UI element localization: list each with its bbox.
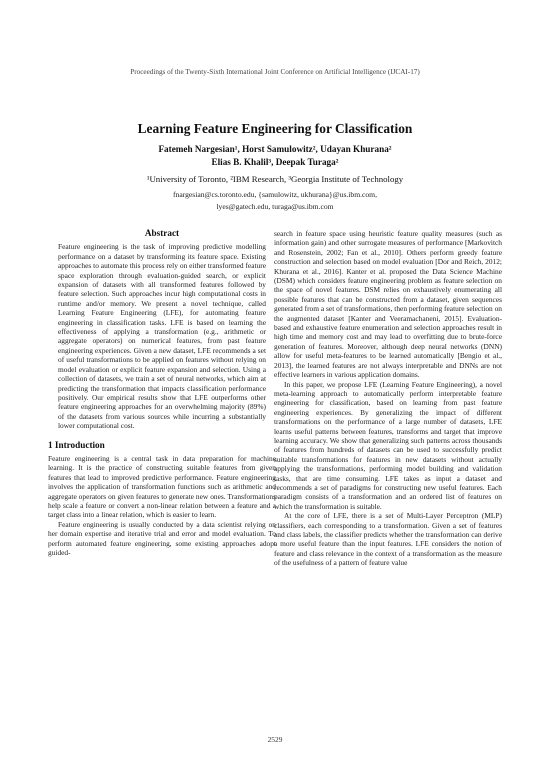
right-paragraph-3: At the core of LFE, there is a set of Multi-Layer Perceptron (MLP) classifiers, each corresponding to a transformation. Given a set of features and class labels, the classifier predicts whether the transformation can derive a more useful feature than the input features. LFE considers the notion of feature and class relevance in the context of a transformation as the measure of the usefulness of a pattern of feature value <box>274 511 502 568</box>
abstract-text: Feature engineering is the task of improving predictive modelling performance on a dataset by transforming its feature space. Existing approaches to automate this process rely on either transformed feature space exploration through evaluation-guided search, or explicit expansion of datasets with all transformed features followed by feature selection. Such approaches incur high computational costs in runtime and/or memory. We present a novel technique, called Learning Feature Engineering (LFE), for automating feature engineering in classification tasks. LFE is based on learning the effectiveness of applying a transformation (e.g., arithmetic or aggregate operators) on numerical features, from past feature engineering experiences. Given a new dataset, LFE recommends a set of useful transformations to be applied on features without relying on model evaluation or explicit feature expansion and selection. Using a collection of datasets, we train a set of neural networks, which aim at predicting the transformation that impacts classification performance positively. Our empirical results show that LFE outperforms other feature engineering approaches for an overwhelming majority (89%) of the datasets from various sources while incurring a substantially lower computational cost. <box>58 242 266 431</box>
right-paragraph-2: In this paper, we propose LFE (Learning Feature Engineering), a novel meta-learning approach to automatically perform interpretable feature engineering for classification, based on learning from past feature engineering experiences. By generalizing the impact of different transformations on the performance of a large number of datasets, LFE learns useful patterns between features, transforms and target that improve learning accuracy. We show that generalizing such patterns across thousands of features from hundreds of datasets can be used to successfully predict suitable transformations for features in new datasets without actually applying the transformations, performing model building and validation tasks, that are time consuming. LFE takes as input a dataset and recommends a set of paradigms for constructing new useful features. Each paradigm consists of a transformation and an ordered list of features on which the transformation is suitable. <box>274 379 502 511</box>
paper-title: Learning Feature Engineering for Classification <box>137 121 413 136</box>
author-line-1: Fatemeh Nargesian¹, Horst Samulowitz², Udayan Khurana² <box>158 144 392 154</box>
affiliations: ¹University of Toronto, ²IBM Research, ³Georgia Institute of Technology <box>146 174 404 184</box>
intro-paragraph-1: Feature engineering is a central task in data preparation for machine learning. It is the practice of constructing suitable features from given features that lead to improved predictive performance. Feature engineering involves the application of transformation functions such as arithmetic and aggregate operators on given features to generate new ones. Transformations help scale a feature or convert a non-linear relation between a feature and a target class into a linear relation, which is easier to learn. <box>48 453 276 520</box>
left-column <box>48 229 276 557</box>
author-block <box>0 143 550 168</box>
right-column <box>274 229 502 568</box>
section-heading-introduction: 1 Introduction <box>48 439 105 450</box>
running-header: Proceedings of the Twenty-Sixth International Joint Conference on Artificial Intelligence (IJCAI-17) <box>130 68 420 76</box>
author-line-2: Elias B. Khalil³, Deepak Turaga² <box>211 156 339 167</box>
intro-paragraph-2: Feature engineering is usually conducted by a data scientist relying on her domain expertise and iterative trial and error and model evaluation. To perform automated feature engineering, some existing approaches adopt guided- <box>48 519 276 557</box>
email-block <box>0 189 550 213</box>
email-line-1: fnargesian@cs.toronto.edu, {samulowitz, ukhurana}@us.ibm.com, <box>173 190 377 199</box>
right-paragraph-1: search in feature space using heuristic feature quality measures (such as information gain) and other surrogate measures of performance [Markovitch and Rosenstein, 2002; Fan et al., 2010]. Others perform greedy feature construction and selection based on model evaluation [Dor and Reich, 2012; Khurana et al., 2016]. Kanter et al. proposed the Data Science Machine (DSM) which considers feature engineering problem as feature selection on the space of novel features. DSM relies on exhaustively enumerating all possible features that can be constructed from a dataset, given sequences generated from a set of transformations, then performing feature selection on the augmented dataset [Kanter and Veeramachaneni, 2015]. Evaluation-based and exhaustive feature enumeration and selection approaches result in high time and memory cost and may lead to overfitting due to brute-force generation of features. Moreover, although deep neural networks (DNN) allow for useful meta-features to be learned automatically [Bengio et al., 2013], the learned features are not always interpretable and DNNs are not effective learners in various application domains. <box>274 229 502 380</box>
abstract-heading: Abstract <box>144 228 180 238</box>
email-line-2: lyes@gatech.edu, turaga@us.ibm.com <box>216 202 334 211</box>
page-number: 2529 <box>267 735 283 744</box>
